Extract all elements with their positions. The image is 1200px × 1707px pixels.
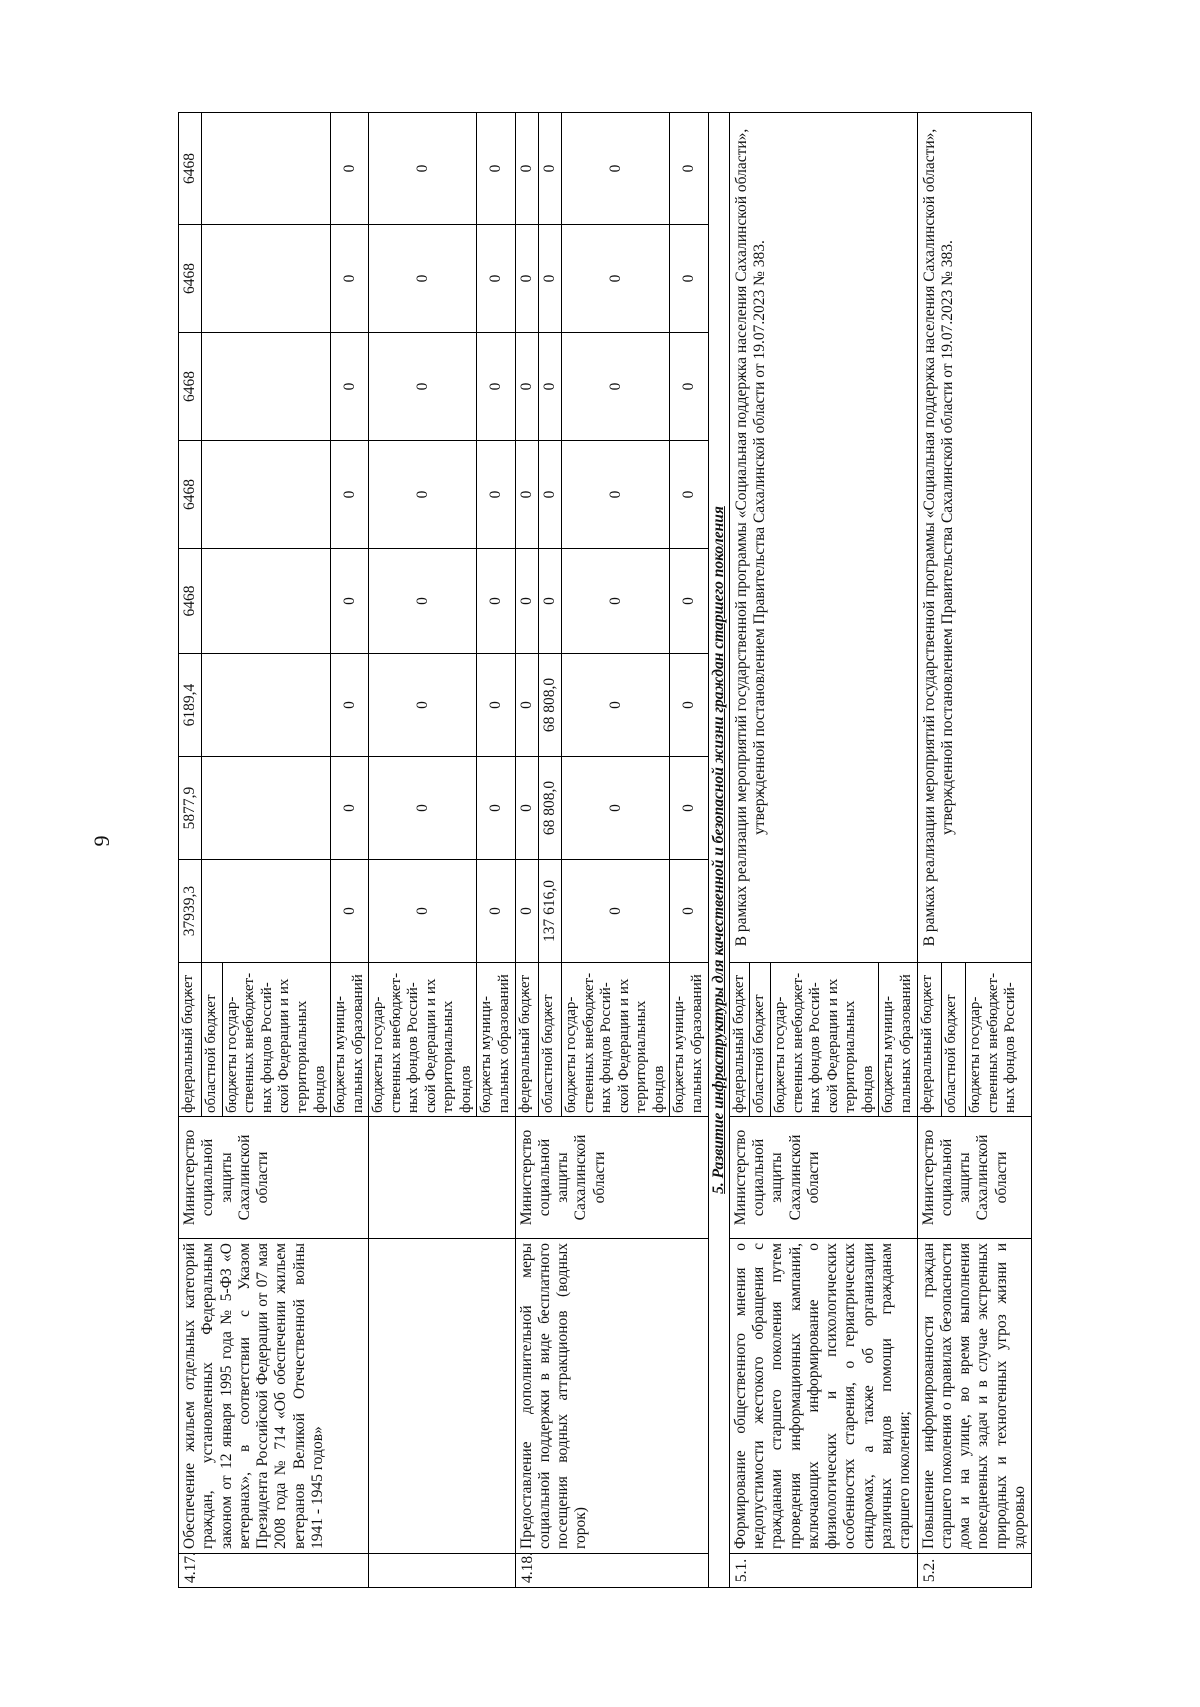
value-cell: 0	[538, 113, 561, 225]
value-cell: 0	[477, 860, 515, 963]
value-cell: 0	[538, 549, 561, 654]
program-note: В рамках реализации мероприятий государственной программы «Социальная поддержка населения Сахалинской области», утвержденной постановлением Правительства Сахалинской области от 19.07.2023 № 383.	[729, 113, 917, 963]
text-line: территориальных	[842, 1000, 859, 1113]
value-cell: 0	[670, 860, 708, 963]
text-line: ных фондов Россий-	[807, 982, 824, 1113]
row-number: 4.17.	[179, 1554, 369, 1588]
value-cell: 0	[562, 757, 670, 860]
value-cell: 0	[670, 333, 708, 441]
value-cell: 0	[369, 441, 477, 549]
funding-source-regional: областной бюджет	[538, 963, 561, 1117]
text-line: ных фондов Россий-	[258, 982, 275, 1113]
value-cell: 0	[670, 225, 708, 333]
funding-source-extrabudget	[562, 963, 670, 1117]
value-cell: 0	[670, 549, 708, 654]
text-line: ных фондов Россий-	[598, 982, 615, 1113]
value-cell: 0	[562, 113, 670, 225]
funding-source-extrabudget	[770, 963, 878, 1117]
text-line: ственных внебюджет-	[580, 972, 597, 1113]
funding-source-federal: федеральный бюджет	[515, 963, 538, 1117]
value-cell: 0	[515, 225, 538, 333]
text-line: ственных внебюджет-	[387, 972, 404, 1113]
rotated-table-container	[178, 113, 1066, 1588]
row-4-17b-extrabudget	[369, 113, 477, 1588]
value-cell	[202, 860, 331, 963]
value-cell: 0	[515, 441, 538, 549]
value-cell	[202, 333, 331, 441]
value-cell: 0	[562, 860, 670, 963]
text-line: территориальных	[633, 1000, 650, 1113]
text-line: ных фондов Россий-	[405, 982, 422, 1113]
value-cell: 0	[562, 441, 670, 549]
funding-source-regional: областной бюджет	[941, 963, 965, 1117]
text-line: фондов	[311, 1065, 328, 1113]
text-line: ской Федерации и их	[422, 978, 439, 1113]
value-cell: 0	[515, 860, 538, 963]
executor: Министерство социальной защиты Сахалинской области	[179, 1117, 369, 1239]
text-line: ственных внебюджет-	[984, 972, 1001, 1113]
header-value: 6468	[179, 333, 202, 441]
text-line: пальных образований	[496, 974, 513, 1113]
text-line: фондов	[859, 1065, 876, 1113]
value-cell: 0	[562, 333, 670, 441]
text-line: бюджеты муници-	[880, 995, 897, 1113]
header-value: 6189,4	[179, 654, 202, 757]
value-cell: 0	[515, 549, 538, 654]
row-number: 5.2.	[917, 1554, 1032, 1588]
header-value: 5877,9	[179, 757, 202, 860]
value-cell: 0	[562, 549, 670, 654]
value-cell: 0	[369, 654, 477, 757]
value-cell	[202, 113, 331, 225]
funding-source-regional: областной бюджет	[202, 963, 223, 1117]
header-value: 6468	[179, 441, 202, 549]
value-cell: 0	[477, 441, 515, 549]
text-line: бюджеты государ-	[563, 996, 580, 1113]
value-cell: 0	[369, 225, 477, 333]
value-cell: 0	[515, 654, 538, 757]
value-cell: 0	[562, 654, 670, 757]
value-cell: 0	[369, 757, 477, 860]
text-line: бюджеты муници-	[478, 995, 495, 1113]
value-cell: 0	[670, 441, 708, 549]
text-line: ственных внебюджет-	[241, 972, 258, 1113]
funding-source-municipal	[477, 963, 515, 1117]
text-line: фондов	[650, 1065, 667, 1113]
value-cell: 0	[369, 333, 477, 441]
value-cell: 0	[477, 654, 515, 757]
header-value: 6468	[179, 549, 202, 654]
value-cell: 0	[515, 333, 538, 441]
value-cell: 0	[538, 333, 561, 441]
value-cell: 0	[331, 654, 369, 757]
value-cell: 0	[515, 113, 538, 225]
value-cell: 0	[331, 441, 369, 549]
executor: Министерство социальной защиты Сахалинской области	[917, 1117, 1032, 1239]
funding-source-regional: областной бюджет	[750, 963, 771, 1117]
value-cell: 0	[369, 549, 477, 654]
funding-source-municipal	[670, 963, 708, 1117]
text-line: ской Федерации и их	[276, 978, 293, 1113]
activity-description: Повышение информированности граждан старшего поколения о правилах безопасности дома и на улице, во время выполнения повседневных задач и в случае экстренных природных и техногенных угроз жизни и здоровью	[917, 1239, 1032, 1554]
text-line: фондов	[457, 1065, 474, 1113]
text-line: бюджеты муници-	[332, 995, 349, 1113]
header-value: 6468	[179, 113, 202, 225]
text-line: бюджеты государ-	[223, 996, 240, 1113]
header-value: 37939,3	[179, 860, 202, 963]
text-line: ской Федерации и их	[824, 978, 841, 1113]
funding-source-extrabudget	[966, 963, 1032, 1117]
text-line: пальных образований	[897, 974, 914, 1113]
row-5-2-federal	[917, 113, 941, 1588]
executor: Министерство социальной защиты Сахалинской области	[515, 1117, 708, 1239]
value-cell	[202, 549, 331, 654]
row-4-18-federal	[515, 113, 538, 1588]
funding-source-federal: федеральный бюджет	[917, 963, 941, 1117]
row-4-17-federal	[179, 113, 202, 1588]
value-cell: 0	[331, 860, 369, 963]
value-cell: 0	[538, 441, 561, 549]
value-cell: 0	[477, 333, 515, 441]
text-line: бюджеты государ-	[370, 996, 387, 1113]
value-cell: 0	[477, 757, 515, 860]
empty-cell	[369, 1554, 515, 1588]
text-line: бюджеты муници-	[671, 995, 688, 1113]
value-cell	[202, 654, 331, 757]
value-cell: 0	[477, 549, 515, 654]
funding-source-municipal	[331, 963, 369, 1117]
value-cell: 0	[331, 549, 369, 654]
header-value: 6468	[179, 225, 202, 333]
text-line: ственных внебюджет-	[789, 972, 806, 1113]
value-cell	[202, 757, 331, 860]
row-number: 4.18.	[515, 1554, 708, 1588]
value-cell: 0	[670, 757, 708, 860]
row-number: 5.1.	[729, 1554, 917, 1588]
text-line: бюджеты государ-	[967, 996, 984, 1113]
value-cell: 0	[538, 225, 561, 333]
text-line: ской Федерации и их	[615, 978, 632, 1113]
value-cell: 0	[331, 113, 369, 225]
value-cell: 0	[477, 113, 515, 225]
value-cell: 0	[670, 654, 708, 757]
text-line: ных фондов Россий-	[1002, 982, 1019, 1113]
funding-source-municipal	[879, 963, 917, 1117]
value-cell: 0	[477, 225, 515, 333]
funding-source-federal: федеральный бюджет	[179, 963, 202, 1117]
value-cell: 0	[331, 225, 369, 333]
executor: Министерство социальной защиты Сахалинской области	[729, 1117, 917, 1239]
value-cell: 0	[331, 333, 369, 441]
section-5-heading-row	[708, 113, 729, 1588]
value-cell: 0	[515, 757, 538, 860]
value-cell: 0	[670, 113, 708, 225]
text-line: бюджеты государ-	[771, 996, 788, 1113]
value-cell: 68 808,0	[538, 654, 561, 757]
activity-description: Формирование общественного мнения о недопустимости жестокого обращения с гражданами старшего поколения путем проведения информационных кампаний, включающих информирование о физиологических и психологических особенностях старения, о гериатрических синдромах, а также об организации различных видов помощи гражданам старшего поколения;	[729, 1239, 917, 1554]
text-line: пальных образований	[688, 974, 705, 1113]
value-cell: 68 808,0	[538, 757, 561, 860]
row-5-1-federal	[729, 113, 750, 1588]
program-activities-table	[178, 112, 1032, 1588]
activity-description: Предоставление дополнительной меры социальной поддержки в виде бесплатного посещения водных аттракционов (водных горок)	[515, 1239, 708, 1554]
value-cell: 0	[369, 113, 477, 225]
section-heading: 5. Развитие инфраструктуры для качественной и безопасной жизни граждан старшего поколения	[708, 113, 729, 1588]
value-cell: 0	[562, 225, 670, 333]
funding-source-extrabudget	[222, 963, 330, 1117]
page-number: 9	[89, 835, 114, 847]
text-line: территориальных	[294, 1000, 311, 1113]
text-line: территориальных	[440, 1000, 457, 1113]
value-cell	[202, 441, 331, 549]
program-note: В рамках реализации мероприятий государственной программы «Социальная поддержка населения Сахалинской области», утвержденной постановлением Правительства Сахалинской области от 19.07.2023 № 383.	[917, 113, 1032, 963]
value-cell	[202, 225, 331, 333]
value-cell: 137 616,0	[538, 860, 561, 963]
value-cell: 0	[369, 860, 477, 963]
funding-source-extrabudget	[369, 963, 477, 1117]
empty-cell	[369, 1239, 515, 1554]
activity-description: Обеспечение жильем отдельных категорий граждан, установленных Федеральным законом от 12 января 1995 года № 5-ФЗ «О ветеранах», в соответствии с Указом Президента Российской Федерации от 07 мая 2008 года № 714 «Об обеспечении жильем ветеранов Великой Отечественной войны 1941 - 1945 годов»	[179, 1239, 369, 1554]
empty-cell	[369, 1117, 515, 1239]
text-line: пальных образований	[349, 974, 366, 1113]
funding-source-federal: федеральный бюджет	[729, 963, 750, 1117]
value-cell: 0	[331, 757, 369, 860]
